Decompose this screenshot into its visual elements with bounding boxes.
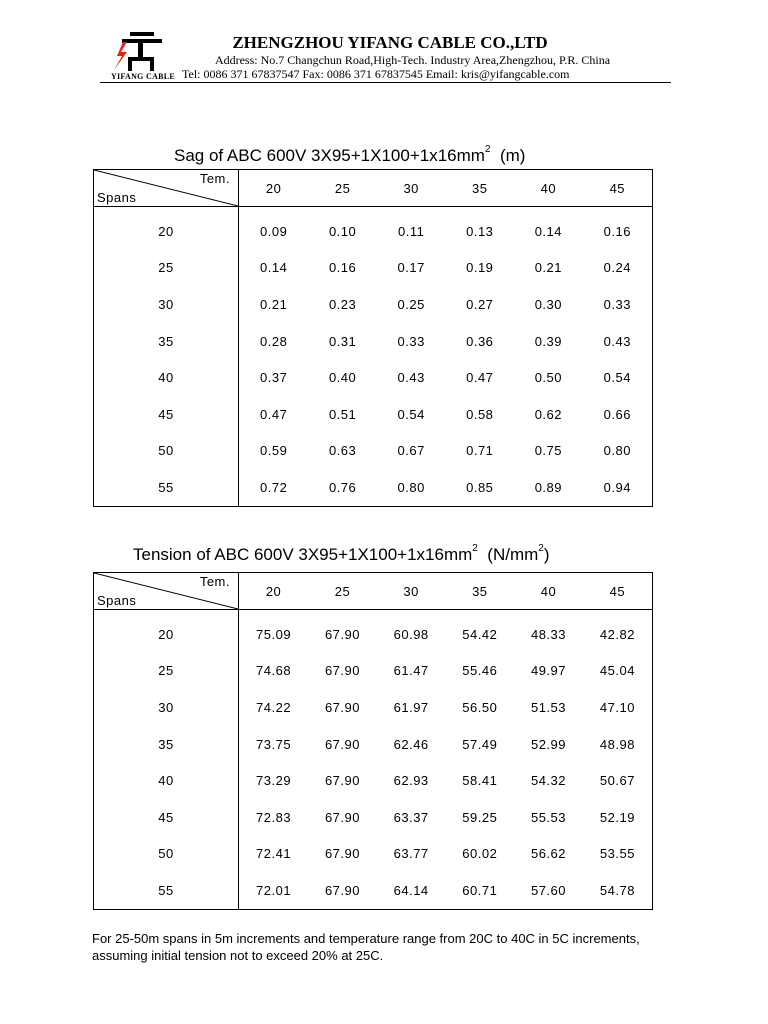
tension-value-cell: 67.90 [324,663,360,679]
table-row [94,799,653,836]
table-row [94,469,653,506]
tension-title-main: Tension of ABC 600V 3X95+1X100+1x16mm [133,545,473,564]
table-row [94,286,653,323]
tension-value-cell: 67.90 [324,846,360,862]
tension-value-cell: 67.90 [324,809,360,825]
sag-value-cell: 0.11 [398,223,425,239]
tension-value-cell: 67.90 [324,882,360,898]
sag-span-cell: 50 [94,433,239,470]
table-row [94,689,653,726]
tension-value-cell: 73.75 [256,736,292,752]
tension-value-cell: 45.04 [599,663,635,679]
table-row [94,726,653,763]
table-row [94,872,653,909]
tension-value-cell: 54.78 [599,882,635,898]
tension-value-cell: 72.83 [256,809,292,825]
tension-value-cell: 67.90 [324,736,360,752]
footnote: For 25-50m spans in 5m increments and temperature range from 20C to 40C in 5C increments, assuming initial tension not to exceed 20% at 25C. [92,931,640,963]
tension-span-cell: 40 [94,762,239,799]
tension-temperature-header: 35 [445,573,514,610]
table-row [94,396,653,433]
tension-value-cell: 54.32 [530,773,567,789]
sag-value-cell: 0.66 [603,406,631,422]
sag-table [93,169,653,507]
sag-value-cell: 0.24 [603,260,631,276]
sag-value-cell: 0.50 [534,370,562,386]
tension-value-cell: 48.33 [530,626,567,642]
sag-value-cell: 0.13 [466,223,494,239]
sag-span-cell: 20 [94,207,239,250]
tension-value-cell: 73.29 [256,773,292,789]
sag-value-cell: 0.16 [603,223,631,239]
tension-value-cell: 63.37 [393,809,429,825]
sag-value-cell: 0.62 [534,406,562,422]
table-row [94,653,653,690]
sag-value-cell: 0.51 [328,406,357,422]
tension-span-cell: 30 [94,689,239,726]
sag-value-cell: 0.36 [466,333,494,349]
tension-span-cell: 25 [94,653,239,690]
sag-value-cell: 0.14 [534,223,562,239]
sag-value-cell: 0.33 [603,296,631,312]
tension-value-cell: 72.41 [256,846,292,862]
sag-value-cell: 0.58 [466,406,494,422]
sag-value-cell: 0.67 [397,443,425,459]
tension-temperature-header: 25 [308,573,377,610]
sag-span-cell: 45 [94,396,239,433]
sag-value-cell: 0.89 [534,479,562,495]
sag-value-cell: 0.80 [397,479,425,495]
sag-value-cell: 0.80 [603,443,631,459]
sag-value-cell: 0.40 [328,370,357,386]
sag-temperature-header: 35 [445,170,514,207]
sag-value-cell: 0.09 [260,223,288,239]
company-contact: Tel: 0086 371 67837547 Fax: 0086 371 67837545 Email: kris@yifangcable.com [182,67,570,81]
sag-value-cell: 0.21 [534,260,562,276]
sag-value-cell: 0.47 [260,406,288,422]
tension-temperature-header: 45 [583,573,653,610]
table-row [94,433,653,470]
tension-value-cell: 58.41 [462,773,498,789]
sag-title-superscript: 2 [484,144,491,156]
sag-value-cell: 0.43 [397,370,425,386]
sag-value-cell: 0.14 [260,260,288,276]
sag-value-cell: 0.94 [603,479,631,495]
sag-span-cell: 55 [94,469,239,506]
sag-value-cell: 0.16 [328,260,357,276]
sag-temperature-header: 45 [583,170,653,207]
tension-value-cell: 61.97 [393,699,429,715]
tension-value-cell: 54.42 [462,626,498,642]
tension-value-cell: 74.22 [256,699,292,715]
tension-temperature-header: 20 [239,573,309,610]
tension-value-cell: 49.97 [530,663,567,679]
tension-value-cell: 60.71 [462,882,498,898]
table-row [94,323,653,360]
tension-value-cell: 55.46 [462,663,498,679]
tension-span-cell: 50 [94,836,239,873]
tension-title-unit-close: ) [543,545,550,564]
sag-value-cell: 0.47 [466,370,494,386]
table-row [94,762,653,799]
sag-span-cell: 25 [94,250,239,287]
sag-value-cell: 0.17 [397,260,425,276]
sag-value-cell: 0.76 [328,479,357,495]
tension-value-cell: 50.67 [599,773,635,789]
sag-header-row [94,170,653,207]
tension-value-cell: 47.10 [599,699,635,715]
tension-title-unit: (N/mm [477,545,539,564]
tension-value-cell: 67.90 [324,626,360,642]
logo-text: YIFANG CABLE [110,72,176,81]
sag-value-cell: 0.27 [466,296,494,312]
table-row [94,250,653,287]
tension-value-cell: 64.14 [393,882,429,898]
sag-value-cell: 0.33 [397,333,425,349]
sag-value-cell: 0.71 [466,443,494,459]
tension-value-cell: 62.46 [393,736,429,752]
tension-title-superscript: 2 [472,543,478,555]
sag-table-title [174,146,525,166]
company-name: ZHENGZHOU YIFANG CABLE CO.,LTD [232,33,548,52]
table-row [94,359,653,396]
sag-temperature-header: 40 [514,170,583,207]
tension-value-cell: 63.77 [393,846,429,862]
sag-corner-cell [94,170,239,207]
tension-span-cell: 45 [94,799,239,836]
tension-value-cell: 60.02 [462,846,498,862]
sag-temperature-label: Tem. [199,171,230,186]
sag-title-unit: (m) [490,146,526,165]
sag-title-main: Sag of ABC 600V 3X95+1X100+1x16mm [174,146,485,165]
tension-header-row [94,573,653,610]
tension-corner-cell [94,573,239,610]
tension-value-cell: 67.90 [324,773,360,789]
tension-value-cell: 53.55 [599,846,635,862]
tension-value-cell: 57.49 [462,736,498,752]
table-row [94,207,653,250]
sag-span-cell: 30 [94,286,239,323]
tension-value-cell: 72.01 [256,882,292,898]
tension-temperature-header: 40 [514,573,583,610]
sag-value-cell: 0.75 [534,443,562,459]
sag-value-cell: 0.31 [328,333,357,349]
sag-value-cell: 0.72 [260,479,288,495]
tension-value-cell: 52.99 [530,736,567,752]
letterhead [0,0,768,90]
tension-value-cell: 51.53 [530,699,567,715]
sag-spans-label: Spans [97,190,137,205]
tension-value-cell: 61.47 [393,663,429,679]
sag-value-cell: 0.28 [260,333,288,349]
tension-value-cell: 57.60 [530,882,567,898]
sag-temperature-header: 30 [377,170,446,207]
sag-value-cell: 0.63 [328,443,357,459]
tension-value-cell: 55.53 [530,809,567,825]
header-divider [100,82,671,83]
sag-value-cell: 0.54 [603,370,631,386]
tension-value-cell: 48.98 [599,736,635,752]
tension-temperature-header: 30 [377,573,446,610]
tension-value-cell: 52.19 [599,809,635,825]
tension-value-cell: 42.82 [599,626,635,642]
tension-spans-label: Spans [97,593,137,608]
tension-span-cell: 35 [94,726,239,763]
sag-value-cell: 0.39 [534,333,562,349]
sag-value-cell: 0.19 [466,260,494,276]
tension-span-cell: 20 [94,610,239,653]
tension-table [93,572,653,910]
sag-value-cell: 0.10 [328,223,357,239]
sag-temperature-header: 25 [308,170,377,207]
table-row [94,836,653,873]
tension-value-cell: 56.50 [462,699,498,715]
sag-value-cell: 0.85 [466,479,494,495]
sag-value-cell: 0.54 [397,406,425,422]
tension-temperature-label: Tem. [199,574,230,589]
tension-table-title [133,545,550,565]
sag-span-cell: 35 [94,323,239,360]
tension-value-cell: 56.62 [530,846,567,862]
sag-value-cell: 0.59 [260,443,288,459]
sag-value-cell: 0.30 [534,296,562,312]
sag-value-cell: 0.25 [397,296,425,312]
tension-unit-superscript: 2 [538,543,544,555]
tension-value-cell: 67.90 [324,699,360,715]
sag-temperature-header: 20 [239,170,309,207]
sag-value-cell: 0.23 [328,296,357,312]
tension-value-cell: 74.68 [256,663,292,679]
sag-value-cell: 0.37 [260,370,288,386]
tension-value-cell: 60.98 [393,626,429,642]
sag-span-cell: 40 [94,359,239,396]
company-address: Address: No.7 Changchun Road,High-Tech. Industry Area,Zhengzhou, P.R. China [214,53,611,67]
tension-value-cell: 75.09 [256,626,292,642]
tension-value-cell: 62.93 [393,773,429,789]
sag-value-cell: 0.21 [260,296,288,312]
table-row [94,610,653,653]
sag-value-cell: 0.43 [603,333,631,349]
tension-span-cell: 55 [94,872,239,909]
tension-value-cell: 59.25 [462,809,498,825]
